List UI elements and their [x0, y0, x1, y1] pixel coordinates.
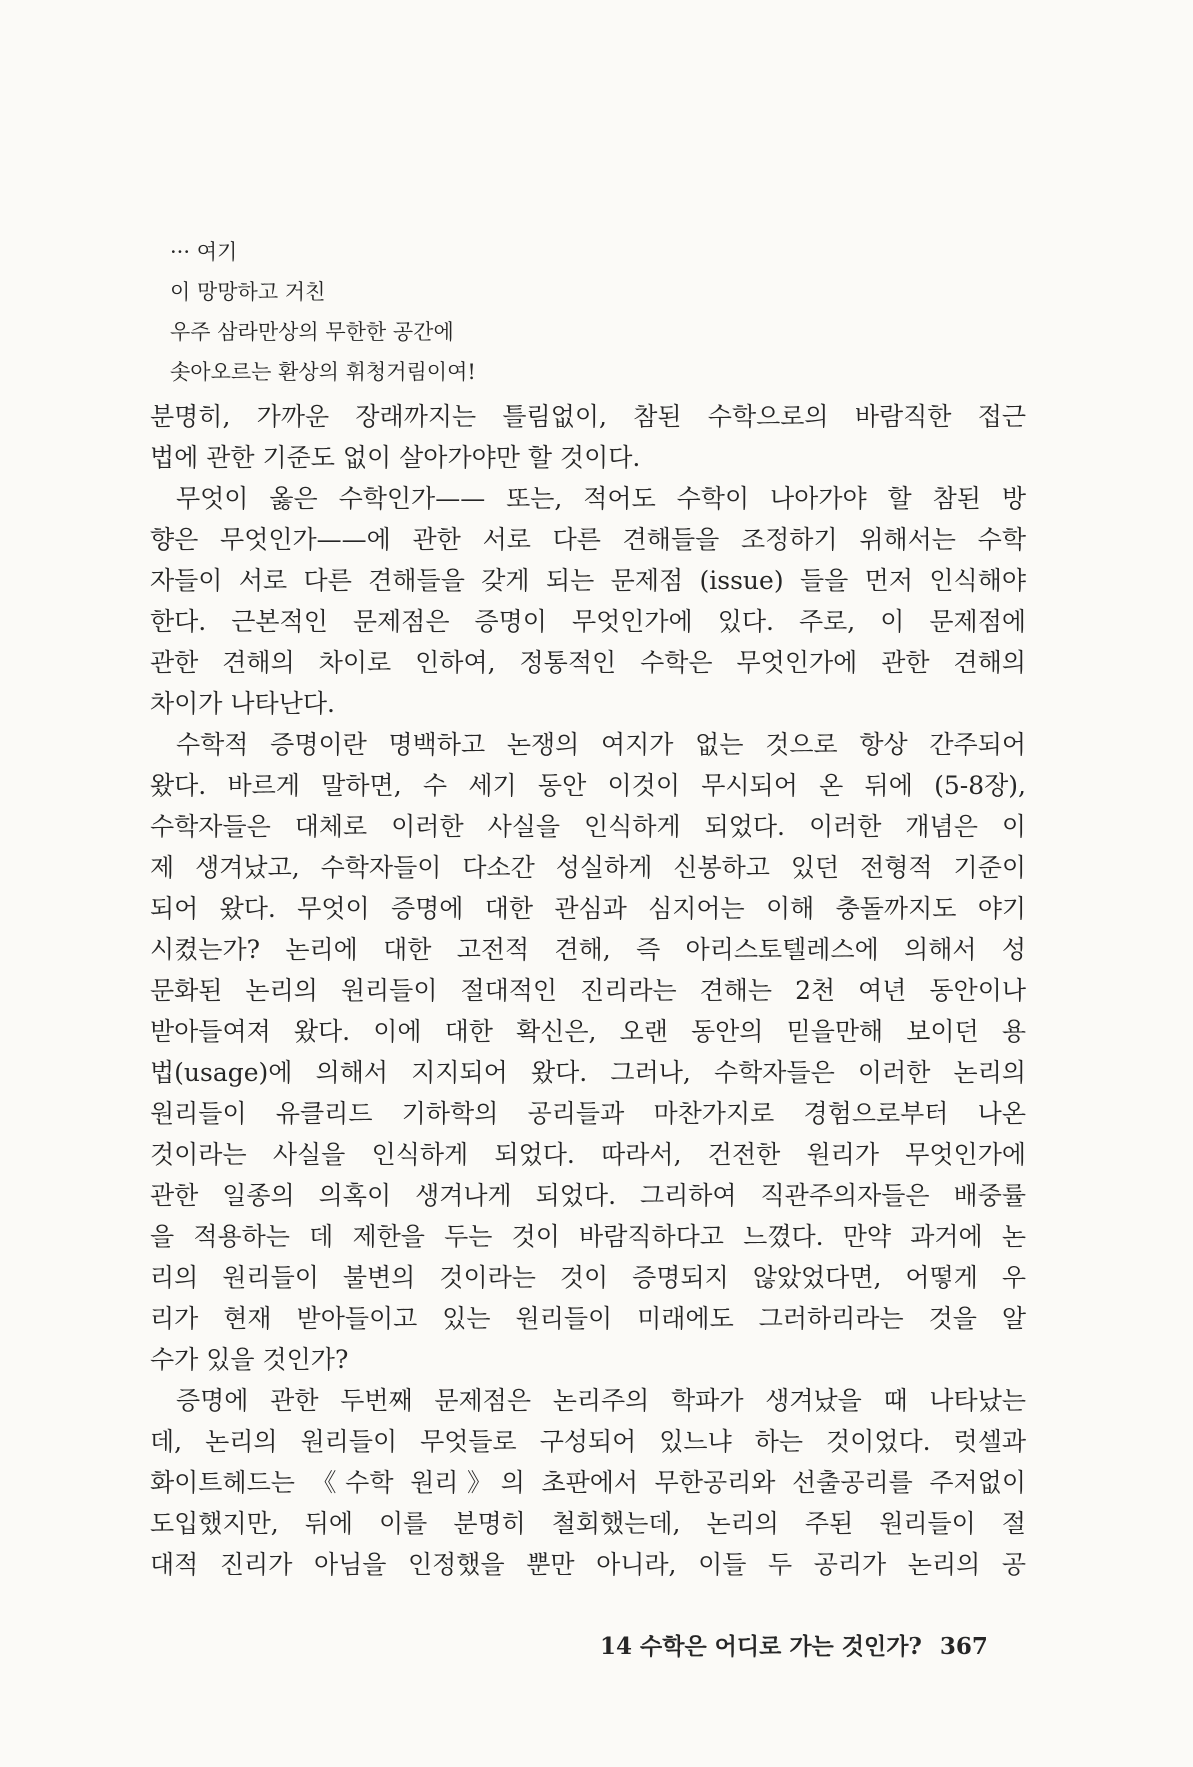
text-line: 법에 관한 기준도 없이 살아가야만 할 것이다.	[150, 443, 641, 472]
text-line: 수학자들은 대체로 이러한 사실을 인식하게 되었다. 이러한 개념은 이	[150, 812, 1026, 841]
text-line: 무엇이 옳은 수학인가—— 또는, 적어도 수학이 나아가야 할 참된 방	[176, 484, 1026, 513]
text-line: 분명히, 가까운 장래까지는 틀림없이, 참된 수학으로의 바람직한 접근	[150, 402, 1026, 431]
page-number: 367	[939, 1633, 988, 1660]
text-line: 문화된 논리의 원리들이 절대적인 진리라는 견해는 2천 여년 동안이나	[150, 976, 1026, 1005]
text-line: 법(usage)에 의해서 지지되어 왔다. 그러나, 수학자들은 이러한 논리의	[150, 1058, 1026, 1087]
poem-epigraph	[170, 232, 930, 392]
running-head: 14 수학은 어디로 가는 것인가?	[600, 1633, 922, 1660]
text-line: 향은 무엇인가——에 관한 서로 다른 견해들을 조정하기 위해서는 수학	[150, 525, 1026, 554]
text-line: 것이라는 사실을 인식하게 되었다. 따라서, 건전한 원리가 무엇인가에	[150, 1140, 1026, 1169]
text-line: 데, 논리의 원리들이 무엇들로 구성되어 있느냐 하는 것이었다. 럿셀과	[150, 1427, 1026, 1456]
text-line: 증명에 관한 두번째 문제점은 논리주의 학파가 생겨났을 때 나타났는	[176, 1386, 1026, 1415]
text-line: 수가 있을 것인가?	[150, 1345, 349, 1374]
text-line: 대적 진리가 아님을 인정했을 뿐만 아니라, 이들 두 공리가 논리의 공	[150, 1550, 1026, 1579]
text-line: 화이트헤드는 《수학 원리》의 초판에서 무한공리와 선출공리를 주저없이	[150, 1468, 1026, 1497]
text-line: 되어 왔다. 무엇이 증명에 대한 관심과 심지어는 이해 충돌까지도 야기	[150, 894, 1026, 923]
poem-line: 솟아오르는 환상의 휘청거림이여!	[170, 360, 476, 384]
text-line: 제 생겨났고, 수학자들이 다소간 성실하게 신봉하고 있던 전형적 기준이	[150, 853, 1026, 882]
text-line: 원리들이 유클리드 기하학의 공리들과 마찬가지로 경험으로부터 나온	[150, 1099, 1026, 1128]
text-line: 수학적 증명이란 명백하고 논쟁의 여지가 없는 것으로 항상 간주되어	[176, 730, 1026, 759]
poem-line: 이 망망하고 거친	[170, 280, 326, 304]
text-line: 차이가 나타난다.	[150, 689, 335, 718]
text-line: 받아들여져 왔다. 이에 대한 확신은, 오랜 동안의 믿을만해 보이던 용	[150, 1017, 1026, 1046]
text-line: 왔다. 바르게 말하면, 수 세기 동안 이것이 무시되어 온 뒤에 (5-8장),	[150, 771, 1026, 800]
text-line: 한다. 근본적인 문제점은 증명이 무엇인가에 있다. 주로, 이 문제점에	[150, 607, 1026, 636]
text-line: 리가 현재 받아들이고 있는 원리들이 미래에도 그러하리라는 것을 알	[150, 1304, 1026, 1333]
text-line: 시켰는가? 논리에 대한 고전적 견해, 즉 아리스토텔레스에 의해서 성	[150, 935, 1026, 964]
text-line: 관한 일종의 의혹이 생겨나게 되었다. 그리하여 직관주의자들은 배중률	[150, 1181, 1026, 1210]
text-line: 도입했지만, 뒤에 이를 분명히 철회했는데, 논리의 주된 원리들이 절	[150, 1509, 1026, 1538]
text-line: 리의 원리들이 불변의 것이라는 것이 증명되지 않았었다면, 어떻게 우	[150, 1263, 1026, 1292]
poem-line: ··· 여기	[170, 240, 238, 264]
text-line: 관한 견해의 차이로 인하여, 정통적인 수학은 무엇인가에 관한 견해의	[150, 648, 1026, 677]
poem-line: 우주 삼라만상의 무한한 공간에	[170, 320, 454, 344]
text-line: 자들이 서로 다른 견해들을 갖게 되는 문제점 (issue) 들을 먼저 인식해야	[150, 566, 1026, 595]
body-text	[150, 396, 1026, 1585]
page-footer	[600, 1628, 1000, 1661]
text-line: 을 적용하는 데 제한을 두는 것이 바람직하다고 느꼈다. 만약 과거에 논	[150, 1222, 1026, 1251]
